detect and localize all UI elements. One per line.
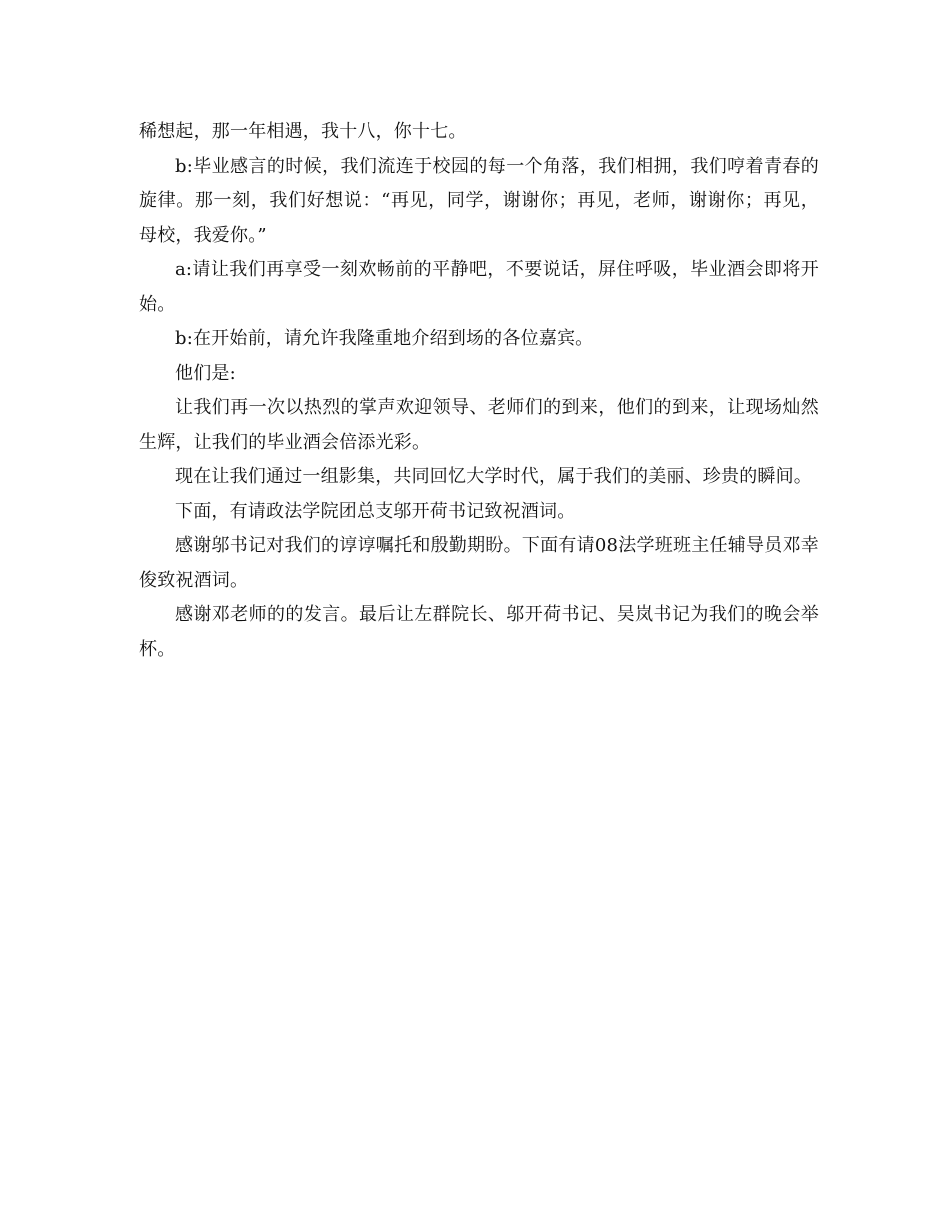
paragraph-continued: 稀想起，那一年相遇，我十八，你十七。 [139,121,467,142]
paragraph-b-introduce-guests: b:在开始前，请允许我隆重地介绍到场的各位嘉宾。 [175,328,594,349]
paragraph-a-calm: a:请让我们再享受一刻欢畅前的平静吧，不要说话，屏住呼吸，毕业酒会即将开始。 [139,259,819,315]
paragraph-photo-album: 现在让我们通过一组影集，共同回忆大学时代，属于我们的美丽、珍贵的瞬间。 [175,466,812,487]
paragraph-welcome-applause: 让我们再一次以热烈的掌声欢迎领导、老师们的到来，他们的到来，让现场灿然生辉，让我们的毕业酒会倍添光彩。 [139,397,819,453]
paragraph-guest-list-lead: 他们是: [175,362,236,384]
document-body [139,115,819,667]
paragraph-b-graduation: b:毕业感言的时候，我们流连于校园的每一个角落，我们相拥，我们哼着青春的旋律。那一刻，我们好想说：“再见，同学，谢谢你；再见，老师，谢谢你；再见，母校，我爱你。” [139,155,819,246]
paragraph-thank-secretary: 感谢邬书记对我们的谆谆嘱托和殷勤期盼。下面有请08法学班班主任辅导员邓幸俊致祝酒词。 [139,535,819,591]
paragraph-final-toast: 感谢邓老师的的发言。最后让左群院长、邬开荷书记、吴岚书记为我们的晚会举杯。 [139,604,819,660]
paragraph-invite-secretary: 下面，有请政法学院团总支邬开荷书记致祝酒词。 [175,500,576,522]
